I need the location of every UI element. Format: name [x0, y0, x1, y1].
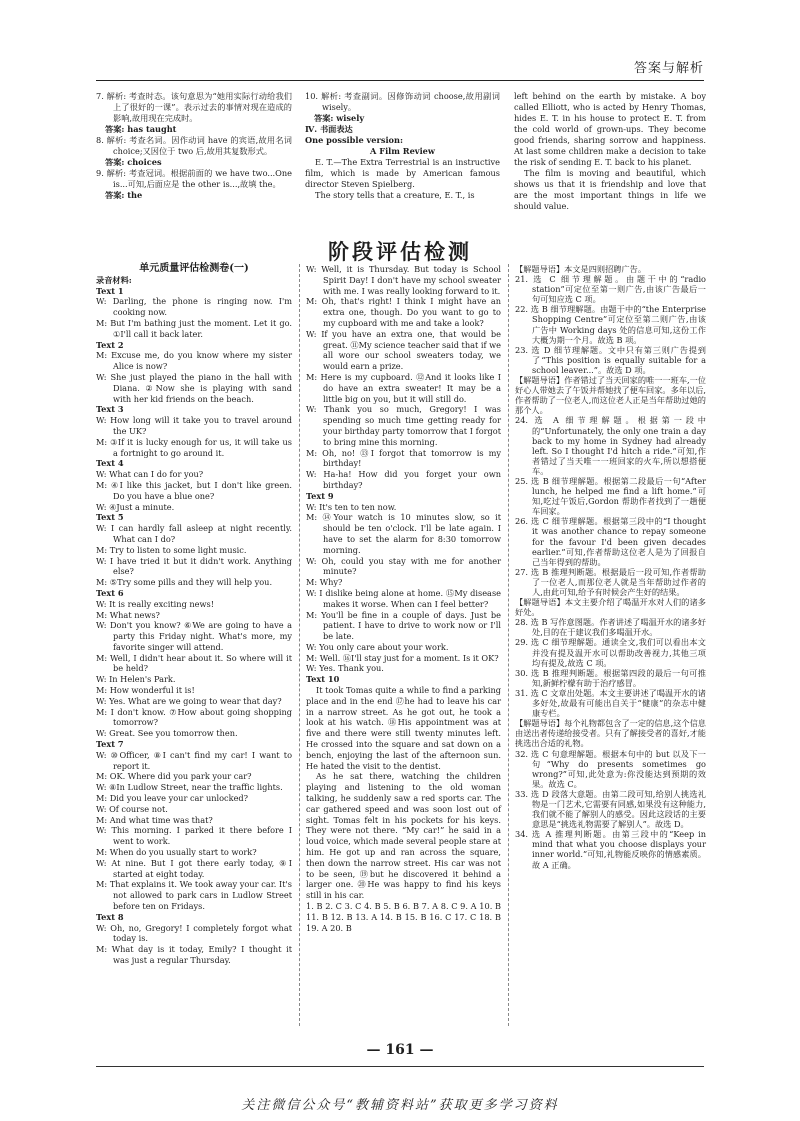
- text-line: 23. 选 D 细节理解题。文中只有第三则广告提到了“This position is equally suitable for a school leaver...”。故选 D 项。: [515, 344, 706, 375]
- text-line: W: Yes. What are we going to wear that day?: [96, 695, 282, 706]
- text-line: One possible version:: [305, 135, 403, 145]
- text-line: M: Oh, that's right! I think I might have an extra one, though. Do you want to go to my cupboard with me and take a look?: [306, 296, 501, 328]
- main-col-1: [96, 264, 292, 966]
- text-line: 答案: wisely: [314, 113, 365, 123]
- page-rule: [96, 1066, 704, 1067]
- header-rule: [96, 80, 704, 81]
- text-line: M: Why?: [306, 577, 343, 588]
- column-divider-1: [299, 264, 300, 1026]
- text-line: W: Well, it is Thursday. But today is School Spirit Day! I don't have my school sweater with me. I was really looking forward to it.: [306, 264, 501, 296]
- text-line: W: In Helen's Park.: [96, 674, 176, 685]
- column-divider-2: [508, 264, 509, 1026]
- text-line: 30. 选 B 推理判断题。根据第四段的最后一句可推知,新鲜柠檬有助于治疗感冒。: [515, 667, 706, 688]
- text-line: 24. 选 A 细节理解题。根据第一段中的“Unfortunately, the only one train a day back to my home in Sydney had already left. So I thought I'd hitch a ride.”可知,作者错过了当天唯一一班回家的火车,所以想搭便车。: [515, 415, 706, 476]
- text-line: 7. 解析: 考查时态。该句意思为“她用实际行动给我们上了很好的一课”。表示过去的事情对现在造成的影响,故用现在完成时。: [96, 91, 292, 123]
- text-line: It took Tomas quite a while to find a parking place and in the end ⑰he had to leave his car in a narrow street. As he got out, he took a look at his watch. ⑱His appointment was at five and there were still twenty minutes left. He crossed into the square and sat down on a bench, enjoying the last of the afternoon sun. He hated the visit to the dentist.: [306, 685, 501, 771]
- text-line: Text 8: [96, 911, 124, 922]
- text-line: M: Oh, no! ⑬I forgot that tomorrow is my birthday!: [306, 447, 501, 469]
- text-line: W: I dislike being alone at home. ⑮My disease makes it worse. When can I feel better?: [306, 587, 501, 609]
- text-line: W: ⑧In Ludlow Street, near the traffic lights.: [96, 782, 283, 793]
- top-col-3: [514, 91, 706, 212]
- text-line: Text 5: [96, 512, 124, 523]
- text-line: M: How wonderful it is!: [96, 685, 195, 696]
- text-line: W: Oh, no, Gregory! I completely forgot what today is.: [96, 922, 292, 944]
- text-line: M: You'll be fine in a couple of days. Just be patient. I have to drive to work now or I'll be late.: [306, 609, 501, 642]
- text-line: 26. 选 C 细节理解题。根据第三段中的“I thought it was another chance to repay someone for the favour I'd been given decades earlier.”可知,作者帮助这位老人是为了回报自己当年得到的帮助。: [515, 516, 706, 567]
- text-line: 10. 解析: 考查副词。因修饰动词 choose,故用副词 wisely。: [305, 91, 500, 112]
- text-line: M: OK. Where did you park your car?: [96, 771, 252, 782]
- text-line: W: Great. See you tomorrow then.: [96, 728, 238, 739]
- text-line: 【解题导语】每个礼物都包含了一定的信息,这个信息由送出者传递给接受者。只有了解接受者的喜好,才能挑选出合适的礼物。: [515, 718, 706, 749]
- header-title: 答案与解析: [633, 61, 704, 76]
- section-title: 阶段评估检测: [328, 239, 472, 264]
- text-line: W: It is really exciting news!: [96, 598, 215, 609]
- text-line: W: I can hardly fall asleep at night recently. What can I do?: [96, 523, 292, 544]
- text-line: Text 6: [96, 587, 124, 598]
- text-line: W: Of course not.: [96, 803, 168, 814]
- text-line: 9. 解析: 考查冠词。根据前面的 we have two...One is...可知,后面应是 the other is...,故填 the。: [96, 168, 292, 189]
- text-line: 答案: choices: [105, 157, 162, 167]
- text-line: 单元质量评估检测卷(一): [139, 263, 249, 274]
- text-line: W: Thank you so much, Gregory! I was spending so much time getting ready for your birthday party tomorrow that I forgot to bring mine this morning.: [306, 404, 501, 447]
- text-line: The story tells that a creature, E. T., is: [315, 190, 475, 200]
- main-col-3: [515, 264, 706, 870]
- text-line: M: Well. ⑯I'll stay just for a moment. Is it OK?: [306, 652, 499, 663]
- text-line: 32. 选 C 句意理解题。根据本句中的 but 以及下一句“Why do presents sometimes go wrong?”可知,此处意为:你没能达到预期的效果。故选 C。: [515, 748, 706, 789]
- text-line: Ⅳ. 书面表达: [305, 124, 353, 134]
- top-col-1: [96, 91, 292, 201]
- text-line: 21. 选 C 细节理解题。由题干中的“radio station”可定位至第一则广告,由该广告最后一句可知应选 C 项。: [515, 274, 706, 305]
- text-line: W: You only care about your work.: [306, 641, 449, 652]
- text-line: Text 4: [96, 458, 124, 469]
- text-line: M: What news?: [96, 609, 160, 620]
- text-line: M: Excuse me, do you know where my sister Alice is now?: [96, 350, 292, 372]
- text-line: W: Yes. Thank you.: [306, 663, 384, 674]
- text-line: M: That explains it. We took away your car. It's not allowed to park cars in Ludlow Street before ten on Fridays.: [96, 879, 292, 912]
- text-line: 22. 选 B 细节理解题。由题干中的“the Enterprise Shopping Centre”可定位至第二则广告,由该广告中 Working days 处的信息可知,这份工作大概为期一个月。故选 B 项。: [515, 304, 706, 345]
- text-line: E. T.—The Extra Terrestrial is an instructive film, which is made by American famous director Steven Spielberg.: [305, 157, 500, 189]
- text-line: W: What can I do for you?: [96, 469, 204, 480]
- text-line: W: Darling, the phone is ringing now. I'm cooking now.: [96, 296, 292, 318]
- text-line: A Film Review: [370, 146, 435, 156]
- text-line: Text 9: [306, 490, 334, 501]
- text-line: As he sat there, watching the children playing and listening to the old woman talking, he suddenly saw a red sports car. The car gathered speed and was soon lost out of sight. Tomas felt in his pockets for his keys. They were not there. “My car!” he said in a loud voice, which made several people stare at him. He got up and ran across the square, then down the narrow street. His car was not to be seen, ⑲but he discovered it behind a larger one. ⑳He was happy to find his keys still in his car.: [306, 771, 501, 901]
- text-line: M: ⑤Try some pills and they will help you.: [96, 577, 273, 588]
- text-line: 答案: has taught: [105, 124, 177, 134]
- text-line: 28. 选 B 写作意图题。作者讲述了喝温开水的诸多好处,目的在于建议我们多喝温开水。: [515, 617, 706, 638]
- text-line: M: I don't know. ⑦How about going shopping tomorrow?: [96, 706, 292, 728]
- text-line: W: ⑩Officer, ⑧I can't find my car! I want to report it.: [96, 749, 292, 771]
- text-line: 33. 选 D 段落大意题。由第二段可知,给别人挑选礼物是一门艺术,它需要有同感,如果没有这种能力,我们就不能了解别人的感受。因此这段话的主要意思是“挑选礼物需要了解别人”。故选 D。: [515, 788, 706, 830]
- text-line: 29. 选 C 细节理解题。通读全文,我们可以看出本文并没有提及温开水可以帮助改善视力,其他三项均有提及,故选 C 项。: [515, 637, 706, 668]
- text-line: M: But I'm bathing just the moment. Let it go. ①I'll call it back later.: [96, 317, 292, 339]
- text-line: Text 2: [96, 339, 124, 350]
- main-col-2: [306, 264, 501, 933]
- text-line: M: Did you leave your car unlocked?: [96, 793, 249, 804]
- text-line: W: How long will it take you to travel around the UK?: [96, 415, 292, 436]
- top-col-2: [305, 91, 500, 201]
- text-line: M: Try to listen to some light music.: [96, 544, 247, 555]
- text-line: 录音材料:: [96, 274, 132, 285]
- text-line: 【解题导语】本文是四则招聘广告。: [515, 264, 647, 274]
- text-line: Text 1: [96, 285, 124, 296]
- text-line: M: What day is it today, Emily? I thought it was just a regular Thursday.: [96, 944, 292, 965]
- text-line: M: Well, I didn't hear about it. So where will it be held?: [96, 652, 292, 674]
- text-line: 【解题导语】作者错过了当天回家的唯一一班车,一位好心人带她去了午饭并帮她找了便车回家。多年以后,作者帮助了一位老人,而这位老人正是当年帮助过她的那个人。: [515, 375, 706, 416]
- text-line: W: If you have an extra one, that would be great. ⑪My science teacher said that if we all wore our school sweaters today, we would earn a prize.: [306, 328, 501, 372]
- text-line: W: She just played the piano in the hall with Diana. ②Now she is playing with sand with her kid friends on the beach.: [96, 371, 292, 404]
- text-line: M: ③If it is lucky enough for us, it will take us a fortnight to go around it.: [96, 436, 292, 458]
- text-line: W: I have tried it but it didn't work. Anything else?: [96, 555, 292, 577]
- text-line: Text 10: [306, 674, 340, 685]
- text-line: W: ④Just a minute.: [96, 501, 175, 512]
- text-line: 8. 解析: 考查名词。因作动词 have 的宾语,故用名词 choice;又因位于 two 后,故用其复数形式。: [96, 135, 292, 156]
- page-number: — 161 —: [366, 1042, 434, 1058]
- text-line: W: Don't you know? ⑥We are going to have a party this Friday night. What's more, my favorite singer will attend.: [96, 620, 292, 652]
- footer-text: 关注微信公众号“教辅资料站”获取更多学习资料: [241, 1098, 559, 1113]
- text-line: W: Oh, could you stay with me for another minute?: [306, 555, 501, 577]
- text-line: 答案: the: [105, 190, 143, 200]
- text-line: M: ④I like this jacket, but I don't like green. Do you have a blue one?: [96, 479, 292, 501]
- text-line: 25. 选 B 细节理解题。根据第二段最后一句“After lunch, he helped me find a lift home.”可知,吃过午饭后,Gordon 帮助作者找到了一趟便车回家。: [515, 475, 706, 517]
- text-line: W: At nine. But I got there early today, ⑨I started at eight today.: [96, 857, 292, 879]
- text-line: M: And what time was that?: [96, 814, 213, 825]
- text-line: W: This morning. I parked it there before I went to work.: [96, 825, 292, 847]
- text-line: The film is moving and beautiful, which shows us that it is friendship and love that are the most important things in life we should value.: [514, 168, 706, 211]
- text-line: W: Ha-ha! How did you forget your own birthday?: [306, 469, 501, 490]
- text-line: 31. 选 C 文章出处题。本文主要讲述了喝温开水的诸多好处,故最有可能出自关于“健康”的杂志中健康专栏。: [515, 687, 706, 719]
- text-line: 【解题导语】本文主要介绍了喝温开水对人们的诸多好处。: [515, 597, 706, 618]
- text-line: W: It's ten to ten now.: [306, 501, 397, 512]
- text-line: 1. B 2. C 3. C 4. B 5. B 6. B 7. A 8. C 9. A 10. B 11. B 12. B 13. A 14. B 15. B 16. C 17. C 18. B 19. A 20. B: [306, 901, 501, 933]
- text-line: 27. 选 B 推理判断题。根据最后一段可知,作者帮助了一位老人,而那位老人就是当年帮助过作者的人,由此可知,给予有时候会产生好的结果。: [515, 566, 706, 597]
- text-line: Text 3: [96, 404, 124, 415]
- text-line: 34. 选 A 推理判断题。由第三段中的“Keep in mind that what you choose displays your inner world.”可知,礼物能反映你的情感素质。故 A 正确。: [515, 829, 706, 870]
- text-line: M: When do you usually start to work?: [96, 847, 257, 858]
- text-line: M: Here is my cupboard. ⑫And it looks like I do have an extra sweater! It may be a little big on you, but it will still do.: [306, 371, 501, 404]
- text-line: left behind on the earth by mistake. A boy called Elliott, who is acted by Henry Thomas, hides E. T. in his house to protect E. T. from the cold world of grown-ups. They become good friends, sharing sorrow and happiness. At last some children make a decision to take the risk of sending E. T. back to his planet.: [514, 91, 706, 167]
- text-line: M: ⑭Your watch is 10 minutes slow, so it should be ten o'clock. I'll be late again. I have to set the alarm for 8:30 tomorrow morning.: [306, 512, 501, 555]
- text-line: Text 7: [96, 739, 124, 750]
